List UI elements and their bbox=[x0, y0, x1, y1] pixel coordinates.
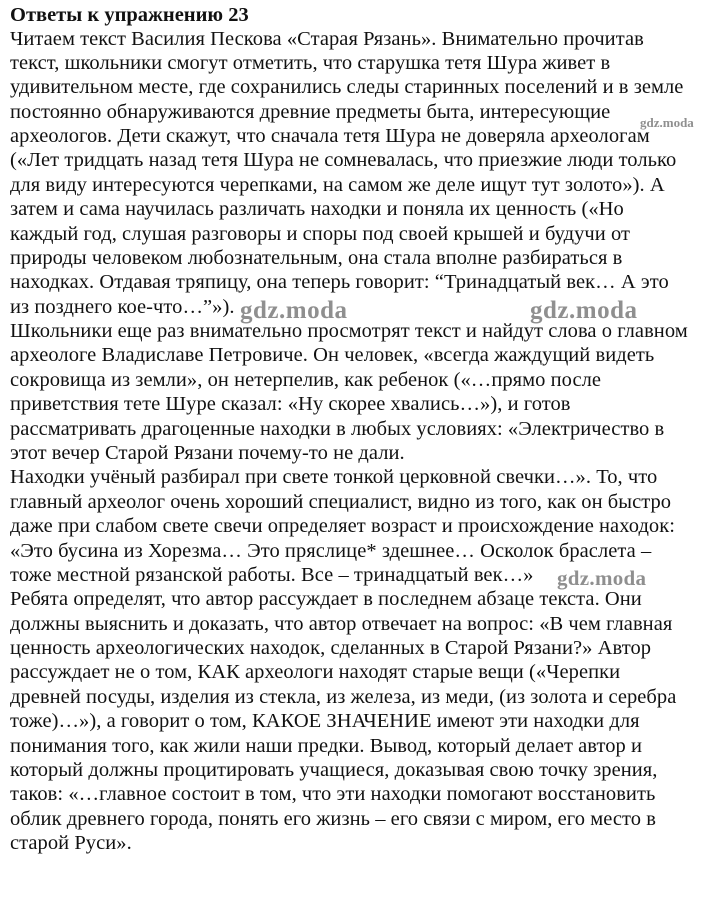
watermark-small: gdz.moda bbox=[640, 115, 694, 130]
watermark-large-right: gdz.moda bbox=[530, 297, 638, 324]
text-line: старой Руси». bbox=[10, 832, 132, 854]
text-line: затем и сама научилась различать находки и поняла их ценность («Но bbox=[10, 198, 624, 220]
text-line: постоянно обнаруживаются древние предметы быта, интересующие bbox=[10, 101, 611, 123]
watermark-large-left: gdz.moda bbox=[240, 297, 348, 324]
text-line: приветствия тете Шуре сказал: «Ну скорее хвались…»), и готов bbox=[10, 393, 571, 415]
text-line: главный археолог очень хороший специалист, видно из того, как он быстро bbox=[10, 491, 672, 513]
text-line: древней посуды, изделия из стекла, из железа, из меди, (из золота и серебра bbox=[10, 686, 677, 708]
text-line: находках. Отдавая тряпицу, она теперь говорит: “Тринадцатый век… А это bbox=[10, 271, 669, 293]
text-line: ценность археологических находок, сделанных в Старой Рязани?» Автор bbox=[10, 637, 652, 659]
text-line: археологов. Дети скажут, что сначала тетя Шура не доверяла археологам bbox=[10, 125, 650, 147]
text-line: даже при слабом свете свечи определяет возраст и происхождение находок: bbox=[10, 515, 675, 537]
text-line: таков: «…главное состоит в том, что эти находки помогают восстановить bbox=[10, 783, 656, 805]
text-line: должны выяснить и доказать, что автор отвечает на вопрос: «В чем главная bbox=[10, 613, 673, 635]
text-line: Читаем текст Василия Пескова «Старая Рязань». Внимательно прочитав bbox=[10, 28, 644, 50]
text-line: археологе Владиславе Петровиче. Он человек, «всегда жаждущий видеть bbox=[10, 344, 655, 366]
text-line: который должны процитировать учащиеся, доказывая свою точку зрения, bbox=[10, 759, 658, 781]
text-line: удивительном месте, где сохранились следы старинных поселений и в земле bbox=[10, 76, 684, 98]
text-line: тоже местной рязанской работы. Все – тринадцатый век…» bbox=[10, 564, 534, 586]
text-line: «Это бусина из Хорезма… Это пряслице* здешнее… Осколок браслета – bbox=[10, 540, 652, 562]
text-line: («Лет тридцать назад тетя Шура не сомневалась, что приезжие люди только bbox=[10, 149, 677, 171]
text-line: тоже)…»), а говорит о том, КАКОЕ ЗНАЧЕНИЕ имеют эти находки для bbox=[10, 710, 640, 732]
text-line: рассуждает не о том, КАК археологи находят старые вещи («Черепки bbox=[10, 661, 621, 683]
text-line: для виду интересуются черепками, на самом же деле ищут тут золото»). А bbox=[10, 174, 665, 196]
text-line: каждый год, слушая разговоры и споры под своей крышей и будучи от bbox=[10, 223, 631, 245]
text-line: из позднего кое-что…”»). bbox=[10, 296, 235, 318]
text-line: облик древнего города, понять его жизнь – его связи с миром, его место в bbox=[10, 808, 656, 830]
text-line: понимания того, как жили наши предки. Вывод, который делает автор и bbox=[10, 735, 643, 757]
text-line: Школьники еще раз внимательно просмотрят текст и найдут слова о главном bbox=[10, 320, 688, 342]
watermark-mid: gdz.moda bbox=[557, 566, 647, 590]
text-line: природы человеком любознательным, она стала вполне разбираться в bbox=[10, 247, 623, 269]
page-title: Ответы к упражнению 23 bbox=[10, 4, 249, 26]
text-line: Ребята определят, что автор рассуждает в последнем абзаце текста. Они bbox=[10, 588, 642, 610]
text-line: текст, школьники смогут отметить, что старушка тетя Шура живет в bbox=[10, 52, 611, 74]
text-line: сокровища из земли», он нетерпелив, как ребенок («…прямо после bbox=[10, 369, 602, 391]
text-line: Находки учёный разбирал при свете тонкой церковной свечки…». То, что bbox=[10, 466, 658, 488]
text-line: этот вечер Старой Рязани почему-то не дали. bbox=[10, 442, 405, 464]
text-line: рассматривать драгоценные находки в любых условиях: «Электричество в bbox=[10, 418, 665, 440]
